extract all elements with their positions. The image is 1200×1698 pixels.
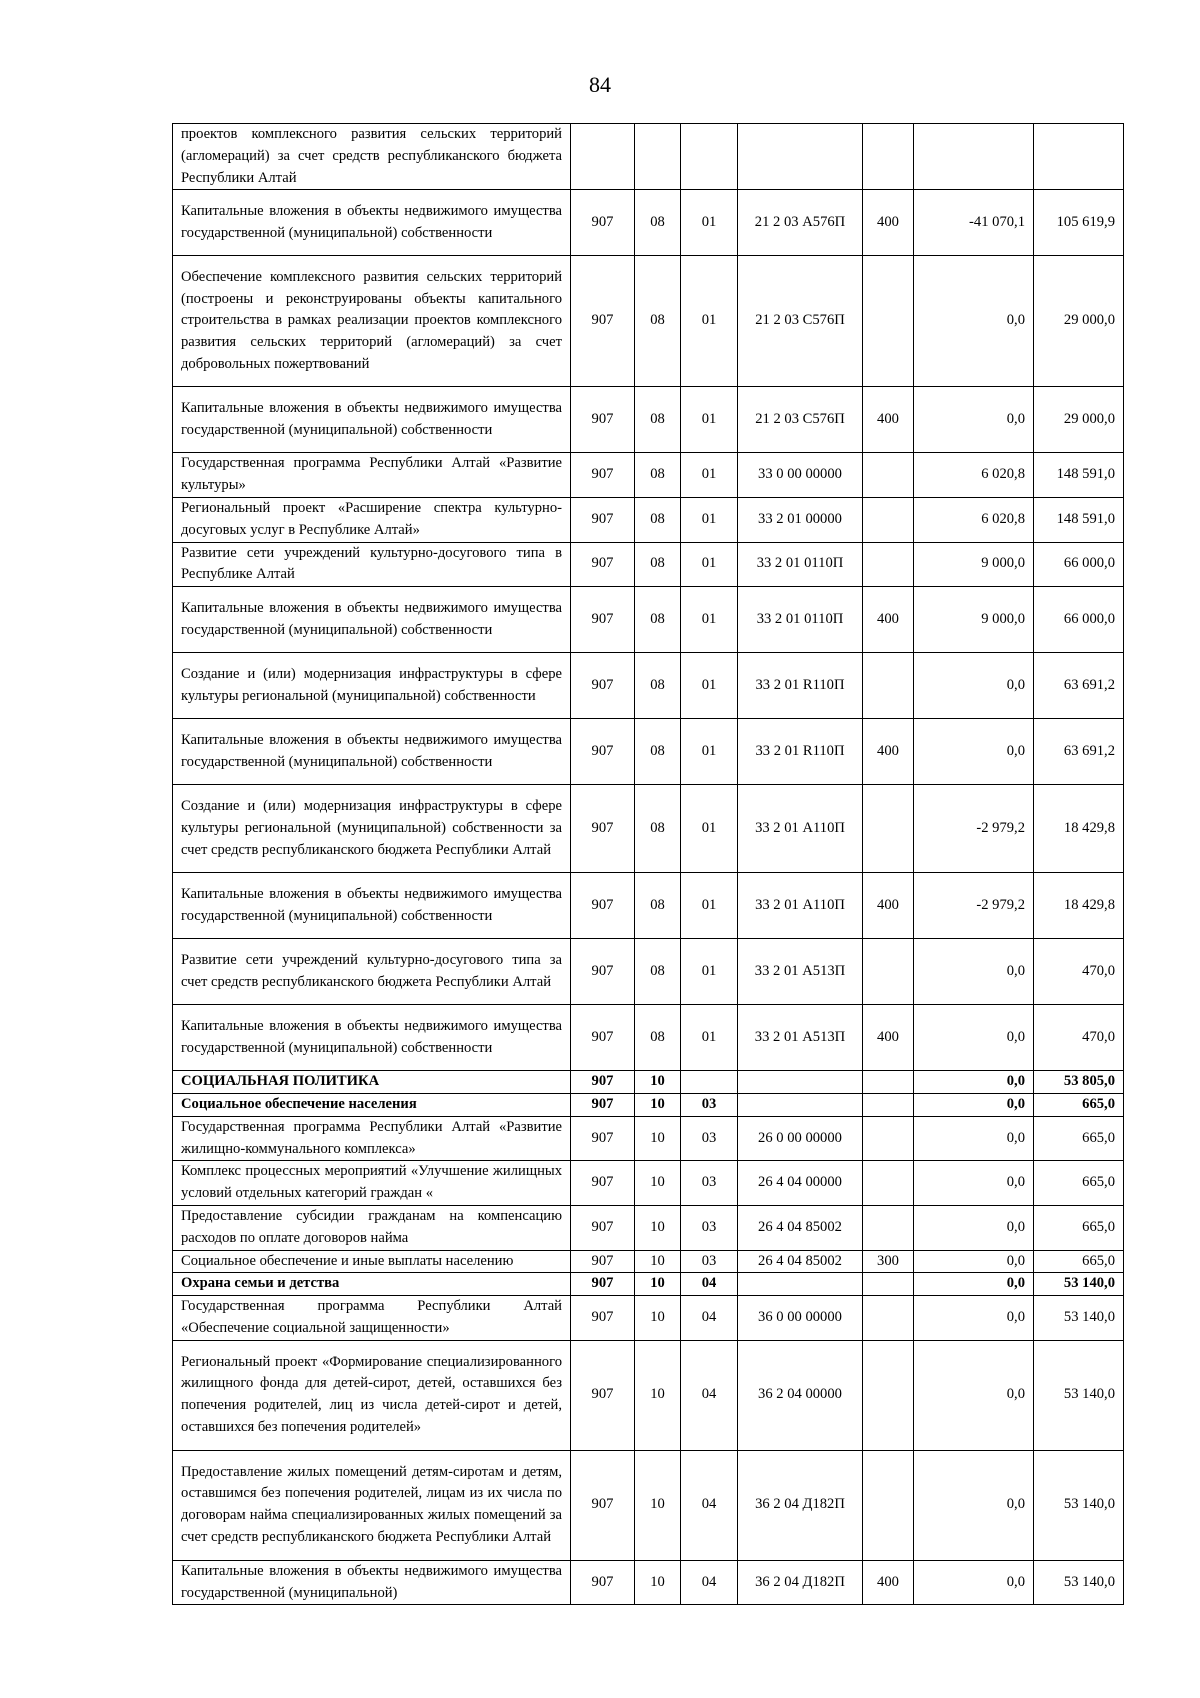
cell-subsection: 04 <box>681 1560 738 1605</box>
cell-change-amount: 0,0 <box>914 653 1034 719</box>
cell-section: 08 <box>635 542 681 587</box>
cell-change-amount: 0,0 <box>914 256 1034 387</box>
cell-subsection <box>681 1071 738 1094</box>
cell-target-article: 21 2 03 С576П <box>738 256 863 387</box>
cell-change-amount: 0,0 <box>914 1161 1034 1206</box>
cell-subsection: 01 <box>681 785 738 873</box>
cell-ministry-code: 907 <box>571 190 635 256</box>
cell-change-amount: 0,0 <box>914 1273 1034 1296</box>
cell-subsection: 04 <box>681 1273 738 1296</box>
cell-expense-type <box>863 1093 914 1116</box>
cell-description: Развитие сети учреждений культурно-досугового типа в Республике Алтай <box>173 542 571 587</box>
cell-total-amount: 29 000,0 <box>1034 256 1124 387</box>
cell-total-amount <box>1034 124 1124 190</box>
cell-target-article <box>738 124 863 190</box>
cell-expense-type <box>863 1071 914 1094</box>
cell-section: 08 <box>635 256 681 387</box>
cell-section: 08 <box>635 873 681 939</box>
cell-description: Создание и (или) модернизация инфраструктуры в сфере культуры региональной (муниципальной) собственности <box>173 653 571 719</box>
cell-section: 10 <box>635 1071 681 1094</box>
cell-subsection: 01 <box>681 387 738 453</box>
table-row <box>173 785 1124 873</box>
table-row <box>173 542 1124 587</box>
cell-section: 08 <box>635 587 681 653</box>
cell-total-amount: 53 140,0 <box>1034 1450 1124 1560</box>
cell-change-amount: 9 000,0 <box>914 542 1034 587</box>
cell-subsection: 03 <box>681 1093 738 1116</box>
cell-section: 08 <box>635 939 681 1005</box>
cell-subsection: 04 <box>681 1450 738 1560</box>
cell-ministry-code: 907 <box>571 1071 635 1094</box>
cell-expense-type: 400 <box>863 873 914 939</box>
cell-expense-type <box>863 1296 914 1341</box>
cell-change-amount: -2 979,2 <box>914 785 1034 873</box>
cell-expense-type <box>863 124 914 190</box>
cell-description: Предоставление субсидии гражданам на компенсацию расходов по оплате договоров найма <box>173 1205 571 1250</box>
cell-section: 08 <box>635 785 681 873</box>
cell-ministry-code: 907 <box>571 587 635 653</box>
cell-change-amount: 6 020,8 <box>914 453 1034 498</box>
cell-description: СОЦИАЛЬНАЯ ПОЛИТИКА <box>173 1071 571 1094</box>
cell-target-article: 36 2 04 Д182П <box>738 1560 863 1605</box>
table-row <box>173 387 1124 453</box>
cell-subsection: 04 <box>681 1296 738 1341</box>
cell-change-amount: 6 020,8 <box>914 497 1034 542</box>
cell-total-amount: 665,0 <box>1034 1093 1124 1116</box>
cell-subsection: 01 <box>681 542 738 587</box>
cell-subsection: 01 <box>681 190 738 256</box>
cell-total-amount: 29 000,0 <box>1034 387 1124 453</box>
cell-target-article: 33 2 01 R110П <box>738 653 863 719</box>
cell-target-article: 26 4 04 00000 <box>738 1161 863 1206</box>
table-row <box>173 1560 1124 1605</box>
cell-description: Капитальные вложения в объекты недвижимого имущества государственной (муниципальной) собственности <box>173 719 571 785</box>
cell-expense-type: 300 <box>863 1250 914 1273</box>
cell-target-article: 33 2 01 А513П <box>738 939 863 1005</box>
cell-subsection: 04 <box>681 1340 738 1450</box>
cell-description: Капитальные вложения в объекты недвижимого имущества государственной (муниципальной) <box>173 1560 571 1605</box>
cell-expense-type <box>863 1340 914 1450</box>
cell-target-article: 33 2 01 А110П <box>738 873 863 939</box>
table-row <box>173 587 1124 653</box>
cell-ministry-code: 907 <box>571 1560 635 1605</box>
cell-expense-type <box>863 653 914 719</box>
cell-target-article <box>738 1273 863 1296</box>
cell-target-article: 33 2 01 0110П <box>738 542 863 587</box>
cell-change-amount: -41 070,1 <box>914 190 1034 256</box>
cell-section: 08 <box>635 453 681 498</box>
cell-description: Социальное обеспечение и иные выплаты населению <box>173 1250 571 1273</box>
cell-target-article: 36 0 00 00000 <box>738 1296 863 1341</box>
cell-change-amount: 0,0 <box>914 1071 1034 1094</box>
cell-ministry-code: 907 <box>571 1450 635 1560</box>
cell-section: 10 <box>635 1560 681 1605</box>
cell-section: 10 <box>635 1340 681 1450</box>
table-row <box>173 939 1124 1005</box>
cell-ministry-code: 907 <box>571 653 635 719</box>
cell-section: 10 <box>635 1273 681 1296</box>
cell-subsection: 01 <box>681 719 738 785</box>
cell-section: 08 <box>635 719 681 785</box>
cell-section: 08 <box>635 1005 681 1071</box>
cell-total-amount: 53 140,0 <box>1034 1340 1124 1450</box>
table-row <box>173 653 1124 719</box>
cell-expense-type: 400 <box>863 1560 914 1605</box>
cell-description: Охрана семьи и детства <box>173 1273 571 1296</box>
cell-change-amount: 0,0 <box>914 1093 1034 1116</box>
cell-change-amount: 0,0 <box>914 1296 1034 1341</box>
table-row <box>173 1296 1124 1341</box>
table-row <box>173 256 1124 387</box>
cell-expense-type <box>863 542 914 587</box>
budget-table-body <box>173 124 1124 1605</box>
cell-expense-type <box>863 939 914 1005</box>
cell-expense-type <box>863 1161 914 1206</box>
cell-change-amount: 0,0 <box>914 1560 1034 1605</box>
cell-change-amount: 0,0 <box>914 939 1034 1005</box>
cell-expense-type: 400 <box>863 1005 914 1071</box>
cell-expense-type: 400 <box>863 719 914 785</box>
cell-ministry-code: 907 <box>571 1161 635 1206</box>
cell-description: Региональный проект «Формирование специализированного жилищного фонда для детей-сирот, детей, оставшихся без попечения родителей, лиц из числа детей-сирот и детей, оставшихся без попечения родителей» <box>173 1340 571 1450</box>
cell-subsection: 01 <box>681 653 738 719</box>
cell-subsection: 01 <box>681 497 738 542</box>
cell-section: 10 <box>635 1450 681 1560</box>
cell-ministry-code: 907 <box>571 1273 635 1296</box>
cell-total-amount: 66 000,0 <box>1034 542 1124 587</box>
cell-section: 10 <box>635 1296 681 1341</box>
cell-ministry-code: 907 <box>571 256 635 387</box>
cell-ministry-code: 907 <box>571 497 635 542</box>
cell-total-amount: 665,0 <box>1034 1205 1124 1250</box>
cell-ministry-code: 907 <box>571 1205 635 1250</box>
cell-total-amount: 53 140,0 <box>1034 1560 1124 1605</box>
cell-total-amount: 470,0 <box>1034 1005 1124 1071</box>
cell-description: Государственная программа Республики Алтай «Обеспечение социальной защищенности» <box>173 1296 571 1341</box>
cell-section: 10 <box>635 1250 681 1273</box>
cell-section: 08 <box>635 653 681 719</box>
table-row <box>173 1250 1124 1273</box>
cell-change-amount: 9 000,0 <box>914 587 1034 653</box>
cell-total-amount: 63 691,2 <box>1034 719 1124 785</box>
cell-ministry-code: 907 <box>571 1116 635 1161</box>
cell-description: Региональный проект «Расширение спектра культурно-досуговых услуг в Республике Алтай» <box>173 497 571 542</box>
cell-description: Государственная программа Республики Алтай «Развитие жилищно-коммунального комплекса» <box>173 1116 571 1161</box>
table-row <box>173 1205 1124 1250</box>
cell-section <box>635 124 681 190</box>
cell-target-article <box>738 1071 863 1094</box>
cell-expense-type <box>863 453 914 498</box>
cell-total-amount: 66 000,0 <box>1034 587 1124 653</box>
cell-target-article: 36 2 04 Д182П <box>738 1450 863 1560</box>
cell-change-amount: 0,0 <box>914 1340 1034 1450</box>
cell-change-amount: 0,0 <box>914 719 1034 785</box>
cell-ministry-code: 907 <box>571 873 635 939</box>
table-row <box>173 719 1124 785</box>
cell-total-amount: 148 591,0 <box>1034 453 1124 498</box>
cell-expense-type <box>863 256 914 387</box>
cell-expense-type <box>863 785 914 873</box>
cell-description: Создание и (или) модернизация инфраструктуры в сфере культуры региональной (муниципальной) собственности за счет средств республиканского бюджета Республики Алтай <box>173 785 571 873</box>
cell-change-amount: 0,0 <box>914 1116 1034 1161</box>
table-row <box>173 124 1124 190</box>
cell-expense-type: 400 <box>863 387 914 453</box>
budget-table <box>172 123 1124 1605</box>
cell-target-article: 21 2 03 С576П <box>738 387 863 453</box>
cell-subsection: 03 <box>681 1161 738 1206</box>
table-row <box>173 453 1124 498</box>
cell-change-amount <box>914 124 1034 190</box>
cell-description: Социальное обеспечение населения <box>173 1093 571 1116</box>
cell-target-article <box>738 1093 863 1116</box>
cell-ministry-code <box>571 124 635 190</box>
cell-expense-type <box>863 1450 914 1560</box>
cell-target-article: 33 2 01 А110П <box>738 785 863 873</box>
cell-ministry-code: 907 <box>571 1340 635 1450</box>
cell-total-amount: 665,0 <box>1034 1161 1124 1206</box>
table-row <box>173 1340 1124 1450</box>
cell-description: Развитие сети учреждений культурно-досугового типа за счет средств республиканского бюджета Республики Алтай <box>173 939 571 1005</box>
cell-expense-type <box>863 497 914 542</box>
cell-description: Государственная программа Республики Алтай «Развитие культуры» <box>173 453 571 498</box>
cell-total-amount: 105 619,9 <box>1034 190 1124 256</box>
cell-change-amount: 0,0 <box>914 1250 1034 1273</box>
cell-ministry-code: 907 <box>571 1296 635 1341</box>
table-row <box>173 1161 1124 1206</box>
cell-total-amount: 53 140,0 <box>1034 1273 1124 1296</box>
cell-description: Предоставление жилых помещений детям-сиротам и детям, оставшимся без попечения родителей, лицам из их числа по договорам найма специализированных жилых помещений за счет средств республиканского бюджета Республики Алтай <box>173 1450 571 1560</box>
cell-total-amount: 470,0 <box>1034 939 1124 1005</box>
table-row <box>173 497 1124 542</box>
cell-ministry-code: 907 <box>571 1250 635 1273</box>
cell-ministry-code: 907 <box>571 1005 635 1071</box>
cell-target-article: 26 0 00 00000 <box>738 1116 863 1161</box>
table-row <box>173 873 1124 939</box>
cell-section: 08 <box>635 497 681 542</box>
cell-target-article: 33 2 01 А513П <box>738 1005 863 1071</box>
cell-description: Капитальные вложения в объекты недвижимого имущества государственной (муниципальной) собственности <box>173 387 571 453</box>
cell-subsection: 01 <box>681 939 738 1005</box>
cell-subsection <box>681 124 738 190</box>
cell-expense-type: 400 <box>863 190 914 256</box>
cell-change-amount: -2 979,2 <box>914 873 1034 939</box>
cell-expense-type <box>863 1273 914 1296</box>
cell-target-article: 33 0 00 00000 <box>738 453 863 498</box>
table-row <box>173 1450 1124 1560</box>
cell-total-amount: 665,0 <box>1034 1250 1124 1273</box>
cell-section: 08 <box>635 387 681 453</box>
cell-section: 08 <box>635 190 681 256</box>
cell-section: 10 <box>635 1205 681 1250</box>
table-row <box>173 1071 1124 1094</box>
cell-subsection: 01 <box>681 1005 738 1071</box>
table-row <box>173 1093 1124 1116</box>
cell-description: проектов комплексного развития сельских территорий (агломераций) за счет средств республиканского бюджета Республики Алтай <box>173 124 571 190</box>
cell-subsection: 03 <box>681 1205 738 1250</box>
cell-expense-type <box>863 1116 914 1161</box>
cell-target-article: 33 2 01 0110П <box>738 587 863 653</box>
cell-description: Капитальные вложения в объекты недвижимого имущества государственной (муниципальной) собственности <box>173 190 571 256</box>
cell-total-amount: 53 140,0 <box>1034 1296 1124 1341</box>
cell-change-amount: 0,0 <box>914 1005 1034 1071</box>
cell-ministry-code: 907 <box>571 939 635 1005</box>
cell-description: Капитальные вложения в объекты недвижимого имущества государственной (муниципальной) собственности <box>173 873 571 939</box>
cell-ministry-code: 907 <box>571 453 635 498</box>
cell-subsection: 03 <box>681 1116 738 1161</box>
cell-target-article: 33 2 01 R110П <box>738 719 863 785</box>
cell-subsection: 01 <box>681 873 738 939</box>
cell-ministry-code: 907 <box>571 387 635 453</box>
page-number: 84 <box>589 72 611 97</box>
cell-description: Капитальные вложения в объекты недвижимого имущества государственной (муниципальной) собственности <box>173 1005 571 1071</box>
cell-section: 10 <box>635 1093 681 1116</box>
table-row <box>173 1116 1124 1161</box>
cell-section: 10 <box>635 1161 681 1206</box>
cell-section: 10 <box>635 1116 681 1161</box>
cell-change-amount: 0,0 <box>914 387 1034 453</box>
cell-total-amount: 665,0 <box>1034 1116 1124 1161</box>
cell-target-article: 36 2 04 00000 <box>738 1340 863 1450</box>
cell-expense-type <box>863 1205 914 1250</box>
cell-subsection: 01 <box>681 453 738 498</box>
cell-description: Капитальные вложения в объекты недвижимого имущества государственной (муниципальной) собственности <box>173 587 571 653</box>
cell-change-amount: 0,0 <box>914 1205 1034 1250</box>
cell-total-amount: 63 691,2 <box>1034 653 1124 719</box>
cell-target-article: 33 2 01 00000 <box>738 497 863 542</box>
cell-description: Комплекс процессных мероприятий «Улучшение жилищных условий отдельных категорий граждан « <box>173 1161 571 1206</box>
cell-ministry-code: 907 <box>571 542 635 587</box>
cell-total-amount: 18 429,8 <box>1034 873 1124 939</box>
cell-target-article: 26 4 04 85002 <box>738 1205 863 1250</box>
cell-ministry-code: 907 <box>571 785 635 873</box>
cell-target-article: 26 4 04 85002 <box>738 1250 863 1273</box>
cell-subsection: 01 <box>681 587 738 653</box>
cell-total-amount: 53 805,0 <box>1034 1071 1124 1094</box>
cell-target-article: 21 2 03 А576П <box>738 190 863 256</box>
cell-expense-type: 400 <box>863 587 914 653</box>
cell-change-amount: 0,0 <box>914 1450 1034 1560</box>
cell-ministry-code: 907 <box>571 1093 635 1116</box>
table-row <box>173 1005 1124 1071</box>
cell-ministry-code: 907 <box>571 719 635 785</box>
table-row <box>173 190 1124 256</box>
table-row <box>173 1273 1124 1296</box>
cell-subsection: 03 <box>681 1250 738 1273</box>
cell-total-amount: 148 591,0 <box>1034 497 1124 542</box>
cell-description: Обеспечение комплексного развития сельских территорий (построены и реконструированы объекты капитального строительства в рамках реализации проектов комплексного развития сельских территорий (агломераций) за счет добровольных пожертвований <box>173 256 571 387</box>
cell-total-amount: 18 429,8 <box>1034 785 1124 873</box>
cell-subsection: 01 <box>681 256 738 387</box>
